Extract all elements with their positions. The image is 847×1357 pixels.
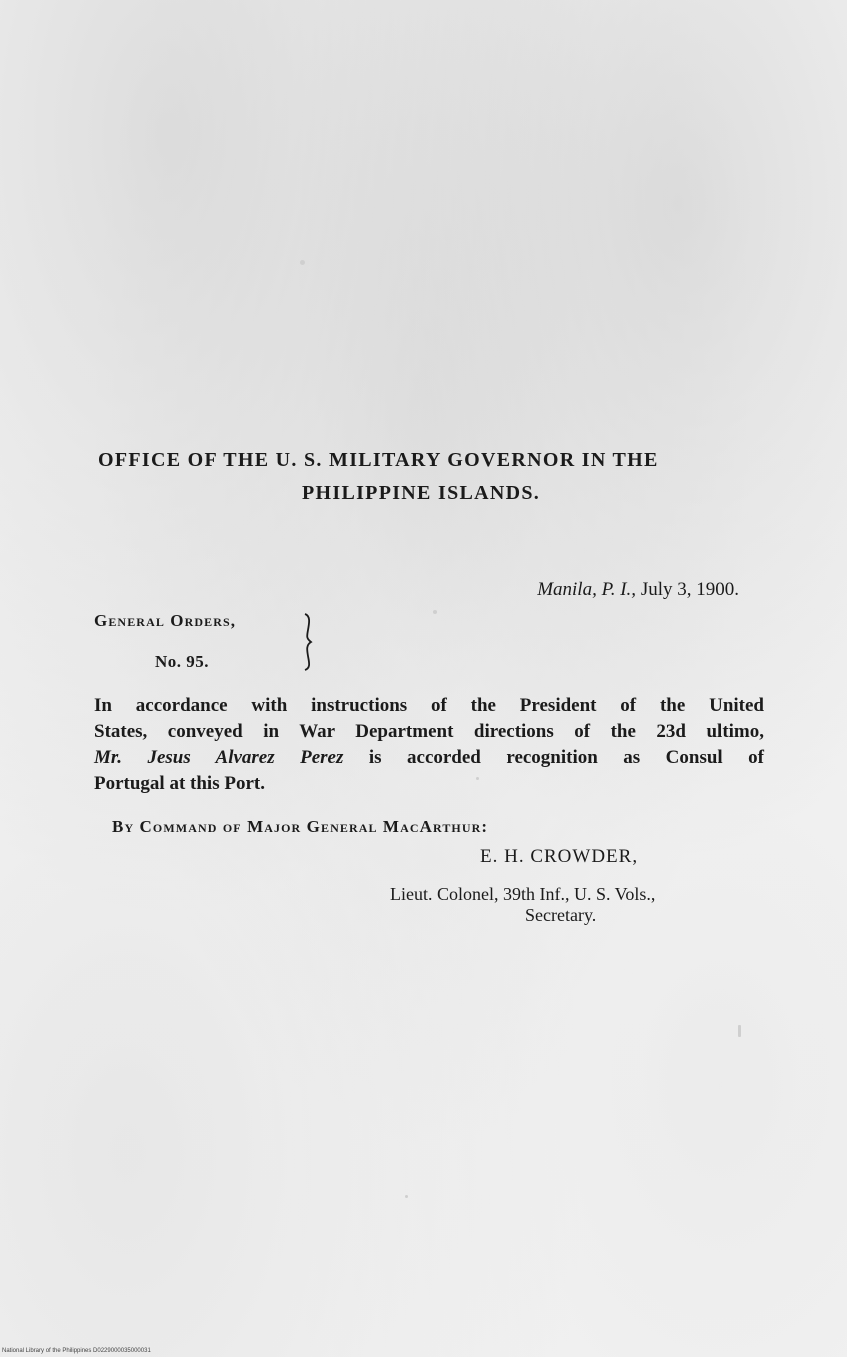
- dateline-place: Manila, P. I.,: [537, 579, 637, 600]
- heading-line-1: OFFICE OF THE U. S. MILITARY GOVERNOR IN THE: [98, 449, 659, 471]
- command-line: By Command of Major General MacArthur:: [112, 817, 489, 836]
- body-line-4: Portugal at this Port.: [94, 773, 265, 794]
- body-line-3: [94, 745, 764, 771]
- body-line-1: In accordance with instructions of the President of the United: [94, 695, 764, 716]
- order-body: [94, 693, 764, 797]
- body-line-3-rest: is accorded recognition as Consul of: [368, 747, 765, 768]
- dateline-date: July 3, 1900.: [640, 579, 739, 600]
- brace-icon: [297, 612, 319, 672]
- signer-title: Secretary.: [525, 905, 597, 925]
- general-orders-number: No. 95.: [155, 652, 210, 671]
- archive-footer: National Library of the Philippines D0229000035000031: [2, 1348, 151, 1354]
- dateline: [537, 579, 739, 601]
- signer-rank: Lieut. Colonel, 39th Inf., U. S. Vols.,: [390, 884, 656, 904]
- body-line-2: States, conveyed in War Department directions of the 23d ultimo,: [94, 721, 764, 742]
- heading-line-2: PHILIPPINE ISLANDS.: [302, 482, 541, 504]
- signer-name: E. H. CROWDER,: [480, 846, 639, 867]
- general-orders-label: General Orders,: [94, 611, 237, 630]
- consul-name: Mr. Jesus Alvarez Perez: [94, 747, 344, 768]
